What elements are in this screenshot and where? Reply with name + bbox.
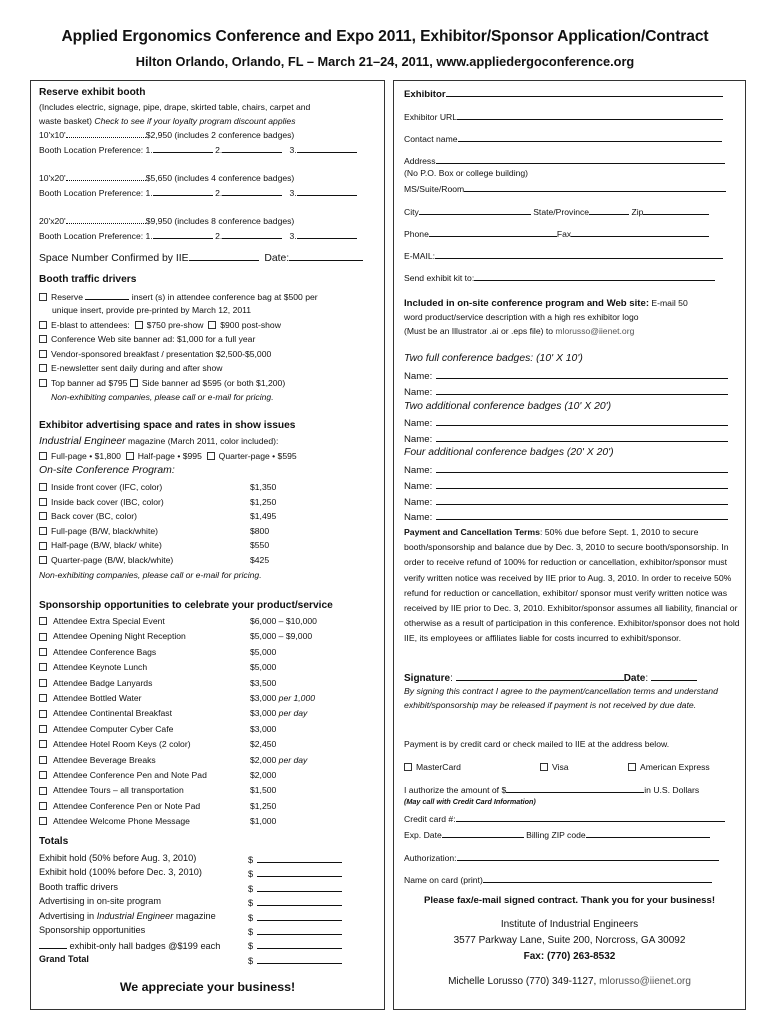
ie-magazine-rest: magazine [173, 910, 216, 921]
exp-input[interactable] [442, 828, 524, 838]
checkbox[interactable] [540, 763, 548, 771]
traffic-title: Booth traffic drivers [39, 274, 137, 285]
badge-name-input[interactable] [436, 432, 728, 442]
badge-name-field [404, 479, 728, 493]
sponsor-item-label: Attendee Beverage Breaks [53, 754, 156, 765]
address-input[interactable] [436, 154, 725, 164]
totals-row-amount [248, 954, 342, 966]
authorize-amount: I authorize the amount of $ in U.S. Dollars [404, 785, 700, 795]
checkbox[interactable] [39, 556, 47, 564]
sponsor-item-label: Attendee Conference Bags [53, 646, 157, 657]
please-fax: Please fax/e-mail signed contract. Thank you for your business! [423, 895, 716, 906]
dollar-sign: $ [248, 955, 254, 966]
sponsor-price-suffix: per 1,000 [276, 693, 315, 703]
badge-name-field [404, 510, 728, 524]
checkbox[interactable] [39, 350, 47, 358]
sponsor-item[interactable] [39, 800, 200, 812]
city-state-zip: City State/Province Zip [404, 205, 709, 218]
checkbox[interactable] [39, 321, 47, 329]
sponsor-price-suffix: per day [276, 754, 308, 765]
checkbox[interactable] [39, 335, 47, 343]
sponsor-item[interactable] [39, 815, 190, 827]
checkbox[interactable] [39, 771, 47, 779]
included-line-1: Included in on-site conference program and Web site: E-mail 50 [404, 298, 688, 309]
reserve-desc: (Includes electric, signage, pipe, drape, skirted table, chairs, carpet and [39, 102, 311, 112]
name-label: Name: [404, 433, 433, 445]
ad-item-price: $1,495 [250, 511, 277, 522]
sponsor-item-price [250, 692, 315, 704]
org-address: 3577 Parkway Lane, Suite 200, Norcross, GA 30092 [453, 935, 686, 946]
pref-3-field[interactable] [297, 143, 357, 153]
name-on-card-field: Name on card (print) [404, 873, 712, 886]
totals-amount-input[interactable] [257, 867, 342, 877]
sponsor-item-label: Attendee Bottled Water [53, 693, 142, 703]
dollar-sign: $ [248, 941, 254, 952]
totals-amount-input[interactable] [257, 882, 342, 892]
totals-row-label [39, 896, 161, 906]
url-input[interactable] [457, 110, 723, 120]
sponsor-item-label: Attendee Extra Special Event [53, 616, 165, 626]
dollar-sign: $ [248, 883, 254, 894]
send-kit-input[interactable] [474, 271, 715, 281]
org-name: Institute of Industrial Engineers [500, 919, 639, 930]
sponsor-item[interactable] [39, 692, 142, 704]
badge-name-field [404, 385, 728, 399]
signature-input[interactable] [456, 671, 624, 681]
dollar-sign: $ [248, 927, 254, 937]
checkbox[interactable] [126, 452, 134, 460]
traffic-eblast[interactable]: E-blast to attendees: $750 pre-show $900 post-show [39, 319, 281, 331]
city-input[interactable] [419, 205, 531, 215]
name-label: Name: [404, 480, 433, 492]
contact-email[interactable]: mlorusso@iienet.org [599, 976, 691, 987]
sponsor-item[interactable] [39, 754, 156, 766]
checkbox[interactable] [39, 756, 47, 764]
billing-zip-input[interactable] [586, 828, 710, 838]
pref-2-field[interactable] [222, 229, 282, 239]
badge-count-input[interactable] [39, 939, 67, 949]
badge-name-input[interactable] [436, 416, 728, 426]
pref-1-field[interactable] [153, 229, 213, 239]
sponsor-item-price [250, 661, 276, 673]
sponsor-price: $5,000 [250, 646, 277, 657]
totals-row-amount [248, 896, 342, 908]
totals-row-amount [248, 867, 342, 879]
totals-row-label [39, 853, 196, 863]
checkbox[interactable] [39, 527, 47, 535]
sponsor-item-label: Attendee Conference Pen or Note Pad [53, 800, 201, 811]
sponsor-item[interactable] [39, 707, 172, 719]
checkbox[interactable] [39, 542, 47, 550]
checkbox[interactable] [39, 483, 47, 491]
name-label: Name: [404, 418, 433, 429]
checkbox[interactable] [208, 321, 216, 329]
sponsor-item[interactable] [39, 615, 165, 627]
totals-label-text: Exhibit hold (100% before Dec. 3, 2010) [39, 867, 202, 878]
appreciate-text: We appreciate your business! [119, 980, 296, 994]
name-label: Name: [404, 386, 433, 398]
left-column [30, 80, 385, 1010]
badge-name-input[interactable] [436, 479, 728, 489]
badge-name-input[interactable] [436, 463, 728, 473]
badges-two-title: Two additional conference badges (10' X 20') [404, 401, 612, 412]
booth-option[interactable]: 10'x20' $5,650 (includes 4 conference badges) [39, 173, 295, 183]
totals-amount-input[interactable] [257, 925, 342, 935]
space-number: Space Number Confirmed by IIE Date: [39, 251, 363, 265]
contact-field: Contact name [404, 132, 722, 145]
sponsor-item-price [250, 677, 276, 689]
sponsor-price: $1,000 [250, 816, 277, 827]
sponsor-item[interactable] [39, 769, 207, 781]
ad-item[interactable] [39, 481, 162, 493]
totals-row-label [39, 925, 145, 935]
phone-fax: Phone Fax [404, 227, 709, 240]
sponsor-item-price [250, 769, 276, 781]
ad-item-label: Quarter-page (B/W, black/white) [51, 555, 174, 565]
dollar-sign: $ [248, 912, 254, 923]
pref-2-field[interactable] [222, 186, 282, 196]
sponsor-item[interactable] [39, 784, 184, 796]
totals-row-label [39, 882, 118, 892]
zip-input[interactable] [643, 205, 709, 215]
sponsor-item[interactable] [39, 630, 186, 642]
badge-name-input[interactable] [436, 369, 728, 379]
pref-3-field[interactable] [297, 229, 357, 239]
checkbox[interactable] [39, 694, 47, 702]
ad-item-label: Inside back cover (IBC, color) [51, 496, 164, 507]
page-title: Applied Ergonomics Conference and Expo 2011, Exhibitor/Sponsor Application/Contract [61, 28, 709, 45]
totals-label-text: Advertising in on-site program [39, 896, 162, 907]
ad-item-price: $425 [250, 555, 270, 565]
pref-2-field[interactable] [222, 143, 282, 153]
name-label: Name: [404, 512, 433, 524]
sponsor-price: $1,500 [250, 785, 277, 796]
sponsor-price: $3,000 [250, 708, 277, 719]
sponsor-item-price [250, 800, 276, 812]
sponsor-item[interactable] [39, 723, 173, 735]
checkbox[interactable] [39, 710, 47, 718]
contact-line: Michelle Lorusso (770) 349-1127, mlorusso@iienet.org [448, 976, 691, 987]
checkbox[interactable] [39, 663, 47, 671]
checkbox[interactable] [404, 763, 412, 771]
checkbox[interactable] [39, 648, 47, 656]
pref-1-field[interactable] [153, 143, 213, 153]
sponsorship-title: Sponsorship opportunities to celebrate your product/service [39, 600, 333, 611]
signature-date-input[interactable] [651, 671, 697, 681]
sponsor-item-price [250, 646, 276, 658]
page-subtitle: Hilton Orlando, Orlando, FL – March 21–24, 2011, www.appliedergoconference.org [135, 54, 635, 69]
sponsor-item-label: Attendee Computer Cyber Cafe [53, 723, 174, 734]
sponsor-item-label: Attendee Continental Breakfast [53, 708, 172, 719]
booth-preference: Booth Location Preference: 1. 2. 3. [39, 229, 357, 242]
dollar-sign: $ [248, 869, 254, 880]
checkbox[interactable] [39, 617, 47, 625]
checkbox[interactable] [39, 802, 47, 810]
sponsor-price: $5,000 – $9,000 [250, 631, 313, 642]
totals-label-text: Exhibit hold (50% before Aug. 3, 2010) [39, 853, 197, 863]
card-visa[interactable]: Visa [540, 761, 569, 773]
traffic-breakfast[interactable]: Vendor-sponsored breakfast / presentation $2,500-$5,000 [39, 348, 271, 360]
name-on-card-input[interactable] [483, 873, 712, 883]
url-field: Exhibitor URL [404, 110, 723, 123]
amount-input[interactable] [506, 783, 644, 793]
badge-name-field [404, 416, 728, 430]
sponsor-price: $2,000 [250, 754, 277, 765]
ad-item-label: Half-page (B/W, black/ white) [51, 540, 162, 551]
card-mastercard[interactable]: MasterCard [404, 761, 461, 773]
cc-field: Credit card #: [404, 812, 725, 825]
sponsor-price: $1,250 [250, 800, 277, 811]
totals-row-amount [248, 939, 342, 951]
traffic-topbanner[interactable]: Top banner ad $795 Side banner ad $595 (or both $1,200) [39, 377, 285, 389]
ad-item[interactable] [39, 539, 162, 551]
checkbox[interactable] [39, 817, 47, 825]
sponsor-price-suffix: per day [276, 708, 308, 719]
sponsor-item-price [250, 615, 317, 627]
totals-label-text: Booth traffic drivers [39, 881, 118, 892]
totals-label-text: Grand Total [39, 953, 89, 964]
checkbox[interactable] [39, 293, 47, 301]
ad-item-price: $800 [250, 525, 270, 536]
space-number-field[interactable] [189, 251, 259, 261]
sponsor-item-price [250, 707, 307, 719]
ad-item-price: $1,350 [250, 482, 277, 492]
sponsor-price: $6,000 – $10,000 [250, 616, 317, 626]
sponsor-price: $2,000 [250, 770, 277, 780]
badge-name-input[interactable] [436, 495, 728, 505]
checkbox[interactable] [39, 787, 47, 795]
totals-amount-input[interactable] [257, 911, 342, 921]
sponsor-item-label: Attendee Badge Lanyards [53, 677, 153, 688]
ad-item[interactable] [39, 496, 164, 508]
ad-item-price: $550 [250, 540, 270, 551]
sponsor-item-label: Attendee Opening Night Reception [53, 631, 186, 642]
sponsor-price: $3,000 [250, 723, 277, 734]
traffic-reserve-cont: unique insert, provide pre-printed by March 12, 2011 [52, 305, 252, 315]
sponsor-item-price [250, 754, 307, 766]
badge-name-field [404, 495, 728, 509]
sponsor-item-label: Attendee Hotel Room Keys (2 color) [53, 739, 191, 750]
traffic-reserve[interactable]: Reserve insert (s) in attendee conference bag at $500 per [39, 290, 318, 303]
booth-preference: Booth Location Preference: 1. 2. 3. [39, 143, 357, 156]
ad-item-label: Inside front cover (IFC, color) [51, 482, 163, 492]
ad-item-label: Back cover (BC, color) [51, 511, 137, 522]
sponsor-item-price [250, 784, 276, 796]
traffic-enewsletter[interactable]: E-newsletter sent daily during and after show [39, 362, 223, 374]
dollar-sign: $ [248, 898, 254, 909]
org-fax: Fax: (770) 263-8532 [523, 951, 616, 962]
totals-amount-input[interactable] [257, 939, 342, 949]
checkbox[interactable] [39, 498, 47, 506]
checkbox[interactable] [39, 633, 47, 641]
badges-four-title: Four additional conference badges (20' X 20') [404, 447, 614, 458]
agree-text: By signing this contract I agree to the payment/cancellation terms and understand exhibit/sponsorship may be released if payment is not received by due date. [404, 686, 718, 710]
sponsor-item[interactable] [39, 661, 147, 673]
ms-suite-field: MS/Suite/Room [404, 182, 726, 195]
sponsor-price: $3,500 [250, 677, 277, 688]
ad-item-price: $1,250 [250, 496, 277, 507]
checkbox[interactable] [39, 364, 47, 372]
booth-option[interactable]: 10'x10' $2,950 (includes 2 conference badges) [39, 130, 295, 140]
sponsor-item-price [250, 723, 276, 735]
payment-terms: Payment and Cancellation Terms: 50% due before Sept. 1, 2010 to secure booth/sponsorship and balance due by Dec. 3, 2010 to secure booth/sponsorship. In order to receive refund of 100% for reduction or cancellation, exhibitor/sponsor must verify written notice was received by IIE prior to Aug. 3, 2010. In order to receive 50% refund for reduction or cancellation, exhibitor/ sponsor must verify written notice was received by IIE prior to Dec. 3, 2010. Exhibitor/sponsor assumes all liability, financial or otherwise as a result of participation in this conference. Exhibitor/sponsor does not hold IIE, its employees or affiliates liable for costs incurred to exhibit/sponsor. [404, 527, 740, 644]
checkbox[interactable] [39, 379, 47, 387]
totals-title: Totals [39, 836, 69, 847]
name-label: Name: [404, 371, 433, 382]
onsite-title: On-site Conference Program: [39, 465, 175, 476]
totals-row-amount [248, 853, 342, 865]
contact-input[interactable] [458, 132, 722, 142]
space-date-field[interactable] [289, 251, 363, 261]
cc-input[interactable] [456, 812, 725, 822]
pref-3-field[interactable] [297, 186, 357, 196]
authorization-input[interactable] [457, 851, 719, 861]
totals-row-amount [248, 911, 342, 923]
ms-suite-input[interactable] [464, 182, 726, 192]
checkbox[interactable] [39, 679, 47, 687]
booth-preference: Booth Location Preference: 1. 2. 3. [39, 186, 357, 199]
signature-line: Signature: Date: [404, 671, 697, 685]
badge-name-field [404, 463, 728, 477]
sponsor-item-label: Attendee Keynote Lunch [53, 662, 148, 673]
checkbox[interactable] [207, 452, 215, 460]
card-amex[interactable]: American Express [628, 761, 710, 773]
ad-item[interactable] [39, 510, 137, 522]
checkbox[interactable] [39, 512, 47, 520]
address-note: (No P.O. Box or college building) [404, 168, 529, 178]
sponsor-price: $3,000 [250, 693, 277, 703]
checkbox[interactable] [39, 740, 47, 748]
sponsor-item-label: Attendee Welcome Phone Message [53, 816, 190, 827]
totals-label-text: Sponsorship opportunities [39, 925, 146, 935]
email-input[interactable] [435, 249, 723, 259]
right-column [393, 80, 746, 1010]
sponsor-item-price [250, 630, 312, 642]
ad-item-label: Full-page (B/W, black/white) [51, 525, 158, 536]
ie-magazine: Industrial Engineer [96, 910, 174, 921]
reserve-desc-2: waste basket) Check to see if your loyalty program discount applies [39, 116, 296, 126]
totals-row-amount [248, 882, 342, 894]
totals-row-label [39, 911, 216, 921]
reserve-title: Reserve exhibit booth [39, 87, 146, 98]
name-label: Name: [404, 465, 433, 476]
name-label: Name: [404, 496, 433, 508]
state-input[interactable] [589, 205, 629, 215]
badges-full-title: Two full conference badges: (10' X 10') [404, 353, 583, 364]
totals-amount-input[interactable] [257, 853, 342, 863]
exhibitor-input[interactable] [446, 87, 723, 97]
badge-name-field [404, 432, 728, 446]
badge-name-input[interactable] [436, 510, 728, 520]
checkbox[interactable] [39, 725, 47, 733]
badge-name-field [404, 369, 728, 383]
exhibitor-field: Exhibitor [404, 87, 723, 101]
totals-label-text: exhibit-only hall badges @$199 each [67, 941, 221, 952]
ad-item[interactable] [39, 525, 158, 537]
totals-row-amount [248, 925, 342, 937]
authorization-field: Authorization: [404, 851, 719, 864]
sponsor-item[interactable] [39, 646, 156, 658]
totals-row-label [39, 867, 202, 877]
sponsor-item-price [250, 738, 276, 750]
checkbox[interactable] [39, 452, 47, 460]
advertising-magazine: Industrial Engineer magazine (March 2011, color included): [39, 436, 279, 447]
send-kit-field: Send exhibit kit to: [404, 271, 715, 284]
totals-amount-input[interactable] [257, 954, 342, 964]
sponsor-item-label: Attendee Conference Pen and Note Pad [53, 770, 207, 780]
email-field: E-MAIL: [404, 249, 723, 262]
sponsor-item[interactable] [39, 738, 191, 750]
sponsor-item-label: Attendee Tours – all transportation [53, 785, 184, 796]
advertising-note: Non-exhibiting companies, please call or e-mail for pricing. [39, 570, 262, 580]
badge-name-input[interactable] [436, 385, 728, 395]
included-line-2: word product/service description with a high res exhibitor logo [404, 312, 639, 322]
sponsor-price: $5,000 [250, 662, 277, 673]
exp-billing: Exp. Date Billing ZIP code [404, 828, 710, 841]
checkbox[interactable] [135, 321, 143, 329]
totals-amount-input[interactable] [257, 896, 342, 906]
sponsor-item[interactable] [39, 677, 152, 689]
sponsor-price: $2,450 [250, 739, 277, 750]
traffic-banner[interactable]: Conference Web site banner ad: $1,000 for a full year [39, 333, 255, 345]
traffic-note: Non-exhibiting companies, please call or e-mail for pricing. [51, 392, 274, 402]
phone-input[interactable] [429, 227, 557, 237]
dollar-sign: $ [248, 855, 254, 865]
advertising-sizes[interactable]: Full-page • $1,800 Half-page • $995 Quarter-page • $595 [39, 450, 297, 462]
booth-option[interactable]: 20'x20' $9,950 (includes 8 conference badges) [39, 216, 295, 226]
totals-row-label [39, 954, 89, 964]
ad-item[interactable] [39, 554, 173, 566]
totals-label-text: Advertising in [39, 910, 97, 921]
sponsor-item-price [250, 815, 276, 827]
address-field: Address [404, 154, 725, 167]
advertising-title: Exhibitor advertising space and rates in show issues [39, 420, 296, 431]
included-line-3: (Must be an Illustrator .ai or .eps file) to mlorusso@iienet.org [404, 326, 635, 336]
totals-row-label [39, 939, 220, 951]
pref-1-field[interactable] [153, 186, 213, 196]
checkbox[interactable] [628, 763, 636, 771]
payment-by: Payment is by credit card or check mailed to IIE at the address below. [404, 739, 670, 749]
may-call-note: (May call with Credit Card Information) [404, 797, 536, 806]
checkbox[interactable] [130, 379, 138, 387]
fax-input[interactable] [571, 227, 709, 237]
